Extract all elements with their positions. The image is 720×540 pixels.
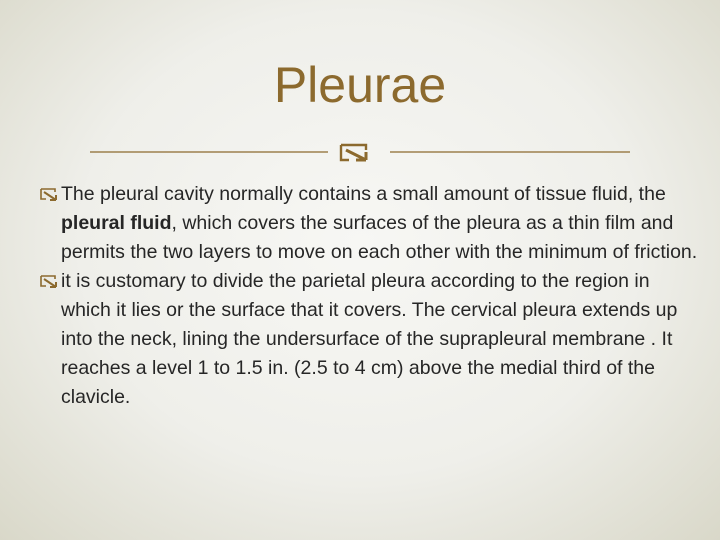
bullet-arrow-icon [40,275,58,289]
bullet-arrow-icon [341,145,366,160]
bullet-item [40,180,700,267]
bullet-list [40,180,700,412]
bullet-text: it is customary to divide the parietal pleura according to the region in which it lies or the surface that it covers. The cervical pleura extends up into the neck, lining the undersurface of the suprapleural membrane . It reaches a level 1 to 1.5 in. (2.5 to 4 cm) above the medial third of the clavicle. [61,270,678,408]
bullet-text: , which covers the surfaces of the pleura as a thin film and permits the two layers to move on each other with the minimum of friction. [61,212,698,263]
divider-line [90,141,630,163]
slide-title: Pleurae [273,57,447,113]
bullet-item [40,267,700,412]
bullet-arrow-icon [40,188,58,202]
bullet-emphasis: pleural fluid [61,212,172,234]
bullet-text: The pleural cavity normally contains a small amount of tissue fluid, the [61,183,666,205]
title-divider [90,141,630,163]
